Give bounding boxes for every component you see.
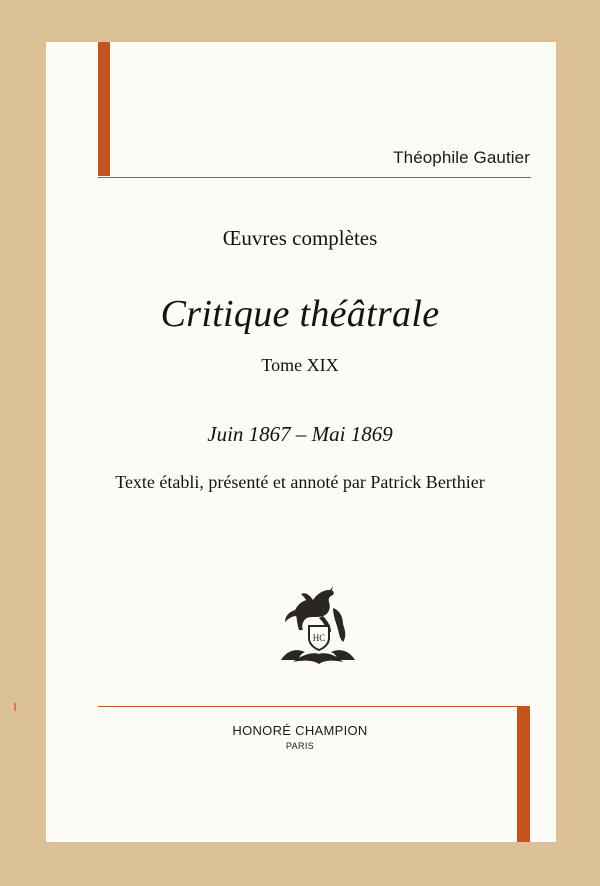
edge-mark (14, 703, 16, 711)
accent-rule-bottom (98, 706, 530, 707)
accent-bar-top (98, 42, 110, 176)
horse-crest-emblem-icon (273, 580, 363, 670)
accent-rule-top (98, 177, 531, 178)
publisher-city: PARIS (285, 741, 315, 751)
volume-number: Tome XIX (261, 355, 339, 375)
editor-credit: Texte établi, présenté et annoté par Patrick Berthier (115, 472, 485, 492)
book-title: Critique théâtrale (160, 293, 440, 335)
publisher-name: HONORÉ CHAMPION (232, 723, 368, 738)
author-name: Théophile Gautier (393, 148, 530, 167)
svg-text:HC: HC (312, 633, 326, 643)
date-range: Juin 1867 – Mai 1869 (207, 422, 393, 446)
series-title: Œuvres complètes (222, 226, 378, 250)
